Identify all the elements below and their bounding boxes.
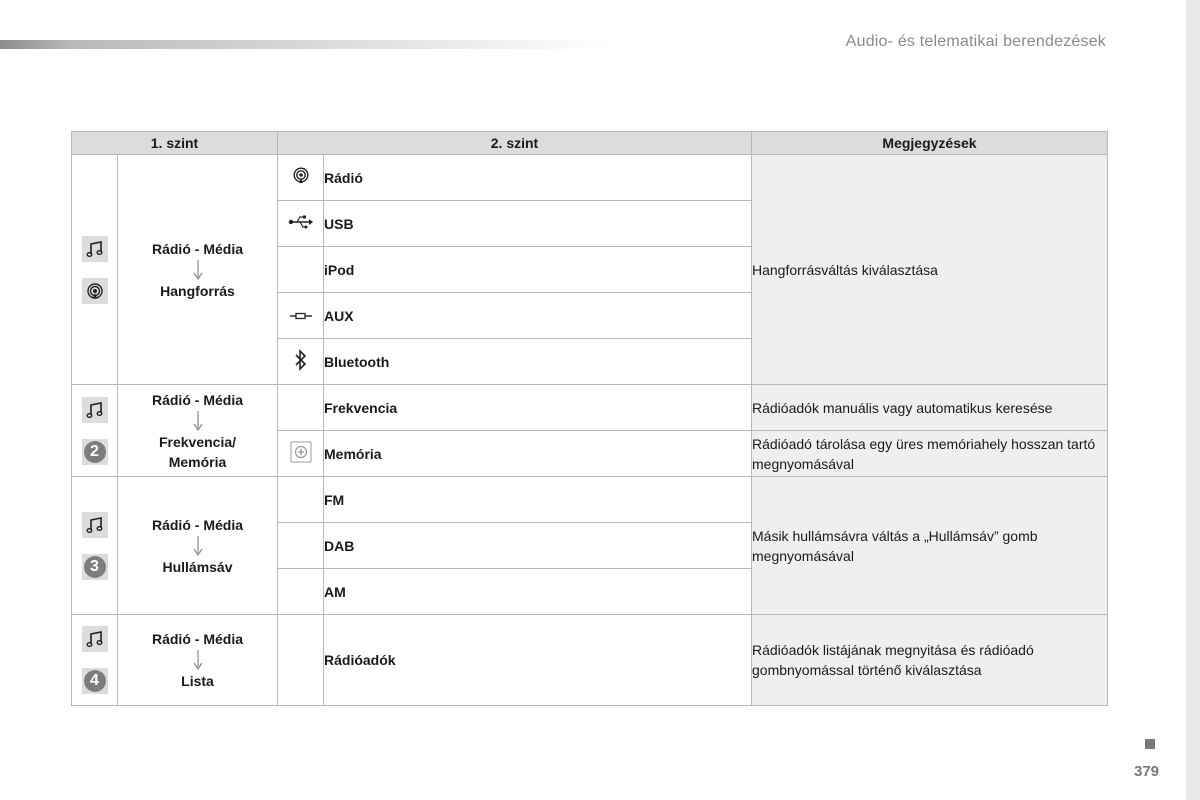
down-arrow-icon [193,536,203,556]
level2-icon-cell [278,247,324,293]
level2-icon-cell [278,385,324,431]
radio-signal-icon [82,278,108,304]
section-title: Audio- és telematikai berendezések [845,33,1106,50]
page-marker [1145,739,1155,749]
level2-icon-cell [278,615,324,706]
music-note-icon [82,397,108,423]
level1-bottom-label: Hangforrás [160,282,235,299]
level2-item-bluetooth: Bluetooth [324,339,752,385]
level2-item-fm: FM [324,477,752,523]
level1-bottom-label: Hullámsáv [162,558,233,575]
usb-icon [288,214,314,230]
level1-icons-cell [72,155,118,385]
aux-jack-icon [288,311,314,321]
level1-label-cell [118,477,278,615]
level2-icon-cell [278,523,324,569]
level1-bottom-label: Lista [181,673,214,689]
level2-item-radio: Rádió [324,155,752,201]
level1-icons-cell [72,615,118,706]
down-arrow-icon [193,650,203,670]
level2-item-usb: USB [324,201,752,247]
level2-icon-cell [278,569,324,615]
level2-item-memoria: Memória [324,431,752,477]
level1-label-cell [118,615,278,706]
page-edge-strip [1186,0,1200,800]
level1-bottom-label: Frekvencia/ Memória [158,433,237,470]
number-4-badge: 4 [82,668,108,694]
level2-icon-cell [278,431,324,477]
memory-add-icon [290,441,312,463]
level2-icon-cell [278,293,324,339]
page-number: 379 [1134,763,1160,780]
level1-top-label: Rádió - Média [151,391,243,408]
music-note-icon [82,626,108,652]
column-header-level1: 1. szint [72,132,278,155]
menu-structure-table [71,131,1108,706]
level2-item-am: AM [324,569,752,615]
level2-item-aux: AUX [324,293,752,339]
radio-signal-icon [290,165,312,187]
note-cell: Rádióadók manuális vagy automatikus keresése [752,385,1108,431]
music-note-icon [82,236,108,262]
note-cell: Rádióadók listájának megnyitása és rádióadó gombnyomással történő kiválasztása [752,615,1108,706]
down-arrow-icon [193,260,203,280]
level1-top-label: Rádió - Média [151,516,243,533]
level1-top-label: Rádió - Média [151,240,243,257]
level2-item-dab: DAB [324,523,752,569]
level1-label-cell [118,385,278,477]
level2-icon-cell [278,155,324,201]
note-cell: Másik hullámsávra váltás a „Hullámsáv” gomb megnyomásával [752,477,1108,615]
note-cell: Hangforrásváltás kiválasztása [752,155,1108,385]
number-3-badge: 3 [82,554,108,580]
music-note-icon [82,512,108,538]
number-2-badge: 2 [82,439,108,465]
column-header-level2: 2. szint [278,132,752,155]
header-gradient-bar [0,40,610,49]
level1-label-cell [118,155,278,385]
level2-item-ipod: iPod [324,247,752,293]
level2-item-frekvencia: Frekvencia [324,385,752,431]
bluetooth-icon [294,349,308,371]
column-header-notes: Megjegyzések [752,132,1108,155]
level2-icon-cell [278,201,324,247]
level2-icon-cell [278,477,324,523]
level1-icons-cell [72,477,118,615]
level1-icons-cell [72,385,118,477]
level2-item-radioadok: Rádióadók [324,615,752,706]
level2-icon-cell [278,339,324,385]
down-arrow-icon [193,411,203,431]
note-cell: Rádióadó tárolása egy üres memóriahely hosszan tartó megnyomásával [752,431,1108,477]
level1-top-label: Rádió - Média [151,631,243,647]
